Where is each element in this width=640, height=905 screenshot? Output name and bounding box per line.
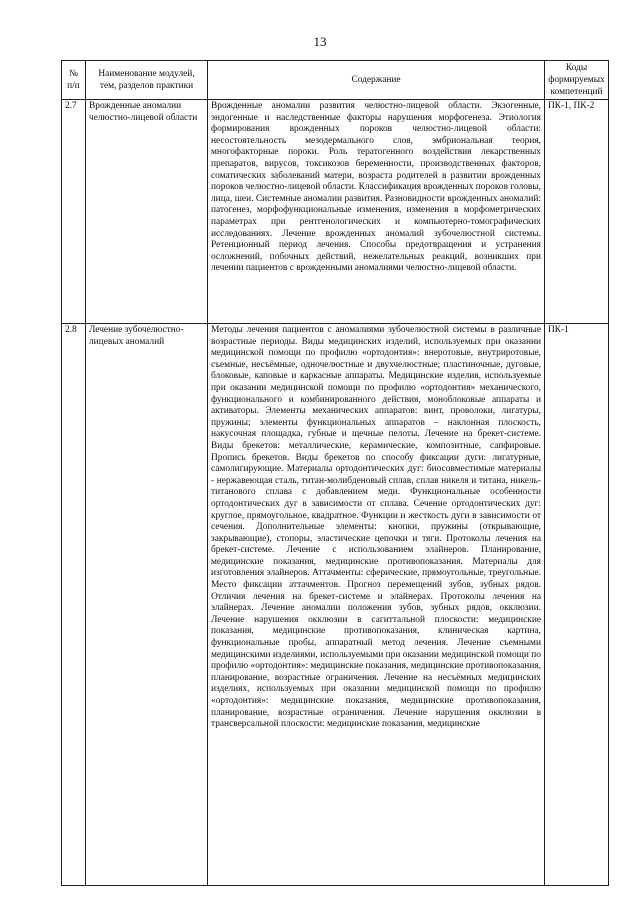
row-content: Врожденные аномалии развития челюстно-лицевой области. Экзогенные, эндогенные и наследственные факторы нарушения морфогенеза. Этиология формирования врожденных пороков челюстно-лицевой области: несостоятельность мезодермального слоя, эмбриональная теория, многофакторные пороки. Роль тератогенного воздействия лекарственных препаратов, вирусов, токсикозов беременности, производственных факторов, соматических заболеваний матери, возраста родителей в развитии врожденных пороков челюстно-лицевой области. Классификация врожденных пороков головы, лица, шеи. Системные аномалии развития. Разновидности врожденных аномалий: патогенез, морфофункциональные изменения, изменения в морфометрических параметрах при рентгенологических и компьютерно-томографических исследованиях. Лечение врожденных аномалий зубочелюстной системы. Ретенционный период лечения. Способы предотвращения и устранения осложнений, побочных действий, нежелательных реакций, возникших при лечении пациентов с врожденными аномалиями челюстно-лицевой области. [208,100,545,324]
row-number: 2.7 [62,100,86,324]
curriculum-table [61,60,609,886]
row-number: 2.8 [62,324,86,886]
row-module: Лечение зубочелюстно-лицевых аномалий [86,324,208,886]
page-number: 13 [313,34,327,49]
header-content: Содержание [208,61,545,100]
header-number: № п/п [62,61,86,100]
header-codes: Коды формируемых компетенций [545,61,609,100]
table-header [62,61,609,100]
header-module: Наименование модулей, тем, разделов практики [86,61,208,100]
row-codes: ПК-1 [545,324,609,886]
table-row [62,324,609,886]
row-codes: ПК-1, ПК-2 [545,100,609,324]
table-row [62,100,609,324]
row-content: Методы лечения пациентов с аномалиями зубочелюстной системы в различные возрастные периоды. Виды медицинских изделий, используемых при оказании медицинской помощи по профилю «ортодонтия»: внеротовые, внутриротовые, съемные, несъёмные, одночелюстные и двухчелюстные; пластиночные, дуговые, блоковые, каповые и каркасные аппараты. Медицинские изделия, используемые при оказании медицинской помощи по профилю «ортодонтия» механического, функционального и комбинированного действия, моноблоковые аппараты и активаторы. Элементы механических аппаратов: винт, проволоки, лигатуры, пружины; элементы функциональных аппаратов – наклонная плоскость, накусочная площадка, губные и щечные пелоты. Лечение на брекет-системе. Виды брекетов: металлические, керамические, композитные, сапфировые. Пропись брекетов. Виды брекетов по способу фиксации дуги: лигатурные, самолигирующие. Материалы ортодонтических дуг: биосовместимые материалы - нержавеющая сталь, титан-молибденовый сплав, сплав никеля и титана, никель-титанового сплава с добавлением меди. Функциональные особенности ортодонтических дуг в зависимости от сплава. Сечение ортодонтических дуг: круглое, прямоугольное, квадратное. Функции и жесткость дуги в зависимости от сечения. Дополнительные элементы: кнопки, пружины (открывающие, закрывающие), стопоры, эластические цепочки и тяги. Протоколы лечения на брекет-системе. Лечение с использованием элайнеров. Планирование, медицинские показания, медицинские противопоказания. Материалы для изготовления элайнеров. Аттачменты: сферические, прямоугольные, треугольные. Место фиксации аттачментов. Прогноз перемещений зубов, зубных рядов. Отличия лечения на брекет-системе и элайнерах. Протоколы лечения на элайнерах. Лечение аномалии положения зубов, зубных рядов, окклюзии. Лечение нарушения окклюзии в сагиттальной плоскости: медицинские показания, медицинские противопоказания, клиническая картина, функциональные пробы, аппаратный метод лечения. Лечение съемными медицинскими изделиями, используемыми при оказании медицинской помощи по профилю «ортодонтия»: медицинские показания, медицинские противопоказания, планирование, возрастные ограничения. Лечение на несъёмных медицинских изделиях, используемых при оказании медицинской помощи по профилю «ортодонтия»: медицинские показания, медицинские противопоказания, планирование, возрастные ограничения. Лечение нарушения окклюзии в трансверсальной плоскости: медицинские показания, медицинские [208,324,545,886]
row-module: Врожденные аномалии челюстно-лицевой области [86,100,208,324]
